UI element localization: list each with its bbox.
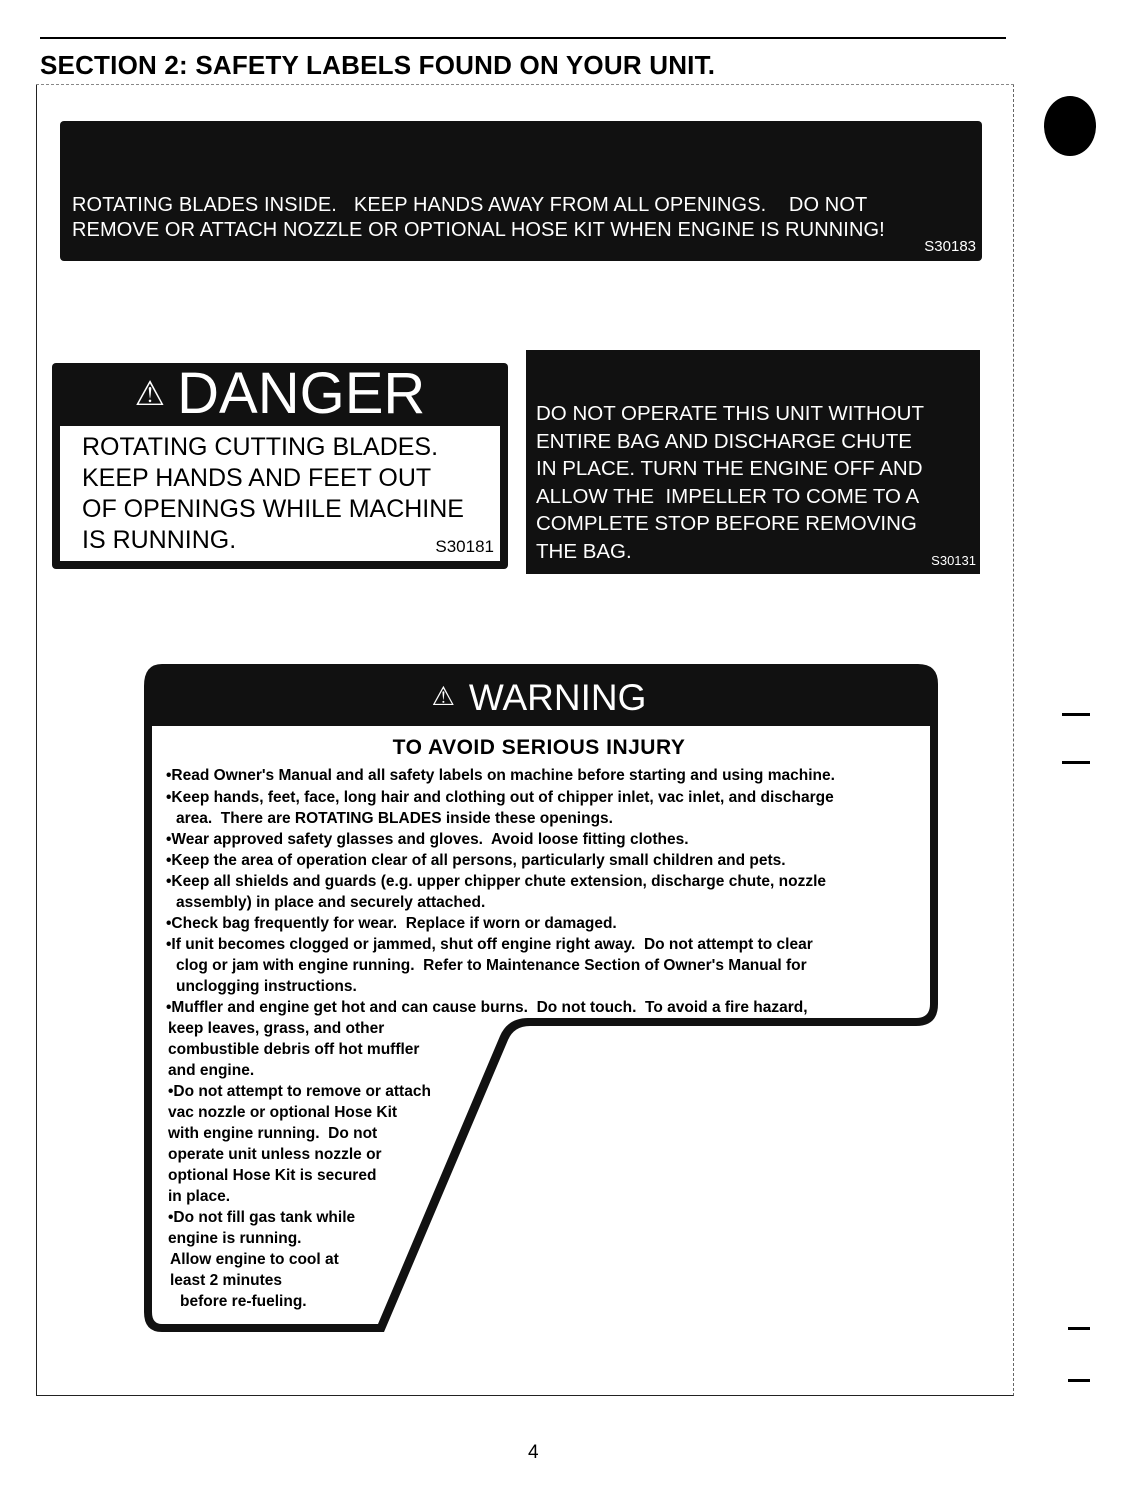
label-text — [82, 432, 492, 556]
warning-line: •Keep all shields and guards (e.g. upper chipper chute extension, discharge chute, nozzle — [166, 873, 827, 890]
warning-line: •Check bag frequently for wear. Replace if worn or damaged. — [166, 915, 617, 932]
warning-title: WARNING — [468, 677, 647, 718]
warning-triangle-icon: ⚠ — [134, 375, 166, 413]
warning-line: Allow engine to cool at — [170, 1251, 339, 1268]
label-line: THE BAG. — [536, 539, 632, 563]
label-line: ALLOW THE IMPELLER TO COME TO A — [536, 484, 920, 508]
label-code: S30131 — [931, 553, 976, 568]
warning-line: in place. — [168, 1188, 231, 1205]
warning-line: keep leaves, grass, and other — [168, 1020, 385, 1037]
binding-mark — [1068, 1327, 1090, 1330]
warning-subtitle: TO AVOID SERIOUS INJURY — [392, 736, 686, 759]
warning-line: optional Hose Kit is secured — [168, 1167, 377, 1184]
warning-triangle-icon: ⚠ — [431, 681, 455, 711]
warning-line: area. There are ROTATING BLADES inside these openings. — [176, 810, 613, 827]
binding-mark — [1062, 713, 1090, 716]
label-line: OF OPENINGS WHILE MACHINE — [82, 495, 464, 523]
label-line: IS RUNNING. — [82, 526, 237, 554]
label-line: ENTIRE BAG AND DISCHARGE CHUTE — [536, 429, 912, 453]
warning-line: before re-fueling. — [180, 1293, 307, 1310]
warning-line: •Read Owner's Manual and all safety labels on machine before starting and using machine. — [166, 767, 835, 784]
warning-line: •Muffler and engine get hot and can cause burns. Do not touch. To avoid a fire hazard, — [166, 999, 808, 1016]
label-line: DO NOT OPERATE THIS UNIT WITHOUT — [536, 402, 924, 425]
binding-mark — [1068, 1379, 1090, 1382]
warning-header — [140, 672, 938, 722]
label-code: S30183 — [924, 238, 976, 255]
binding-mark — [1062, 761, 1090, 764]
blade-warning-label — [60, 121, 982, 261]
label-line: COMPLETE STOP BEFORE REMOVING — [536, 512, 917, 535]
label-line: IN PLACE. TURN THE ENGINE OFF AND — [536, 457, 923, 480]
warning-line: clog or jam with engine running. Refer to Maintenance Section of Owner's Manual for — [176, 957, 807, 974]
warning-line: •Do not attempt to remove or attach — [168, 1083, 431, 1100]
label-text — [536, 400, 976, 565]
warning-line: •Do not fill gas tank while — [168, 1209, 356, 1226]
warning-line: •Wear approved safety glasses and gloves. Avoid loose fitting clothes. — [166, 831, 689, 848]
label-code: S30181 — [435, 537, 494, 556]
warning-line: operate unit unless nozzle or — [168, 1146, 382, 1163]
warning-line: with engine running. Do not — [168, 1125, 378, 1142]
warning-line: least 2 minutes — [170, 1272, 282, 1289]
label-line: REMOVE OR ATTACH NOZZLE OR OPTIONAL HOSE KIT WHEN ENGINE IS RUNNING! — [72, 219, 885, 241]
label-line: ROTATING BLADES INSIDE. KEEP HANDS AWAY FROM ALL OPENINGS. DO NOT — [72, 194, 868, 216]
bag-warning-label — [526, 350, 980, 574]
warning-line: assembly) in place and securely attached. — [176, 894, 486, 911]
label-line: ROTATING CUTTING BLADES. — [82, 433, 439, 461]
warning-line: combustible debris off hot muffler — [168, 1041, 420, 1058]
danger-title: DANGER — [177, 361, 426, 426]
top-rule — [40, 37, 1006, 39]
label-line: KEEP HANDS AND FEET OUT — [82, 464, 432, 492]
warning-line: •Keep the area of operation clear of all persons, particularly small children and pets. — [166, 852, 786, 869]
section-title: SECTION 2: SAFETY LABELS FOUND ON YOUR UNIT. — [40, 50, 716, 80]
page-number: 4 — [528, 1442, 539, 1463]
frame-top-rule — [36, 84, 1014, 86]
label-text — [72, 193, 962, 243]
warning-line: vac nozzle or optional Hose Kit — [168, 1104, 398, 1121]
warning-line: engine is running. — [168, 1230, 302, 1247]
danger-label — [52, 363, 508, 569]
danger-body — [60, 426, 500, 561]
punch-hole-mark — [1044, 96, 1096, 156]
danger-header — [52, 363, 508, 425]
warning-line: •If unit becomes clogged or jammed, shut off engine right away. Do not attempt to clear — [166, 936, 813, 953]
warning-line: unclogging instructions. — [176, 978, 357, 995]
warning-line: and engine. — [168, 1062, 255, 1079]
warning-line: •Keep hands, feet, face, long hair and clothing out of chipper inlet, vac inlet, and discharge — [166, 789, 834, 806]
warning-label — [140, 664, 946, 1340]
